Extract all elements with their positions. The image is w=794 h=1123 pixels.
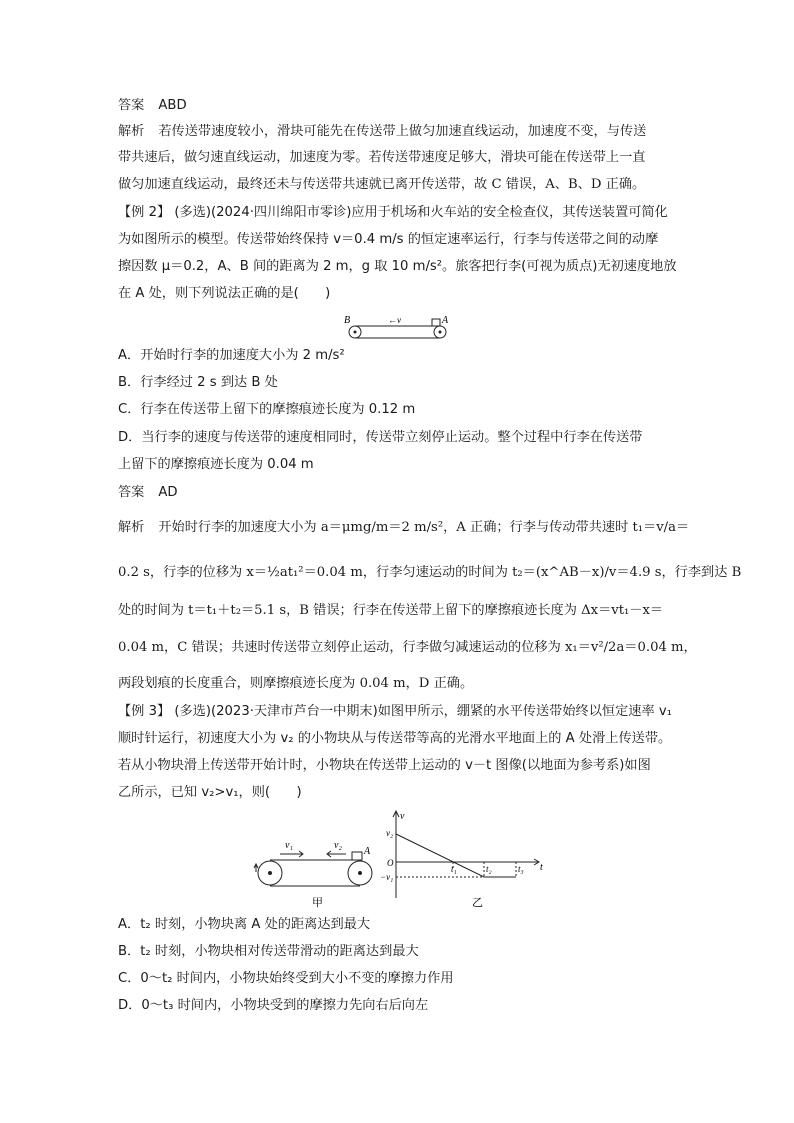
example-2-option-a: A．开始时行李的加速度大小为 2 m/s² <box>118 348 345 363</box>
axis-t-label: t <box>540 862 543 873</box>
analysis-1-text-1: 若传送带速度较小，滑块可能先在传送带上做匀加速直线运动，加速度不变，与传送 <box>158 124 647 139</box>
label-yi: 乙 <box>472 897 483 909</box>
label-jia: 甲 <box>312 897 323 909</box>
vt-graph-yi <box>380 808 548 909</box>
example-3-option-c: C．0～t₂ 时间内，小物块始终受到大小不变的摩擦力作用 <box>118 971 454 986</box>
analysis-1-line-2: 带共速后，做匀速直线运动，加速度为零。若传送带速度足够大，滑块可能在传送带上一直 <box>118 150 646 165</box>
v2-tick-label: v₂ <box>386 828 394 838</box>
example-2-line-3: 擦因数 μ＝0.2，A、B 间的距离为 2 m，g 取 10 m/s²。旅客把行李(可视为质点)无初速度地放 <box>118 259 677 274</box>
answer-1-value: ABD <box>158 98 187 113</box>
analysis-2-line-2: 0.2 s，行李的位移为 x＝½at₁²＝0.04 m，行李匀速运动的时间为 t₂＝(x^AB－x)/v＝4.9 s，行李到达 B <box>118 565 742 580</box>
roller-right-hub <box>439 331 442 334</box>
example-2-option-d-2: 上留下的摩擦痕迹长度为 0.04 m <box>118 457 314 472</box>
conveyor-figure-jia <box>250 832 380 910</box>
analysis-1-line-3: 做匀加速直线运动，最终还未与传送带共速就已离开传送带，故 C 错误，A、B、D 正确。 <box>118 177 646 192</box>
neg-v1-tick-label: −v₁ <box>380 872 394 882</box>
answer-2 <box>118 483 178 503</box>
example-3-option-d: D．0～t₃ 时间内，小物块受到的摩擦力先向右后向左 <box>118 998 429 1013</box>
roller-left-hub <box>354 331 357 334</box>
luggage-box <box>432 319 440 326</box>
roller-right-hub <box>358 871 362 875</box>
label-a: A <box>442 315 449 326</box>
block <box>352 852 362 860</box>
label-v: ←v <box>388 315 401 325</box>
rotation-arrow-icon <box>254 864 258 872</box>
example-3-line-4: 乙所示，已知 v₂>v₁，则( ) <box>118 785 302 800</box>
analysis-1-label: 解析 <box>118 124 145 139</box>
analysis-2-text-1: 开始时行李的加速度大小为 a＝μmg/m＝2 m/s²，A 正确；行李与传动带共速时 t₁＝v/a＝ <box>158 520 690 535</box>
analysis-2-line-4: 0.04 m，C 错误；共速时传送带立刻停止运动，行李做匀减速运动的位移为 x₁＝v²/2a＝0.04 m， <box>118 640 697 655</box>
t2-label: t₂ <box>486 864 492 874</box>
t1-label: t₁ <box>451 864 457 874</box>
analysis-2-line-3: 处的时间为 t＝t₁＋t₂＝5.1 s，B 错误；行李在传送带上留下的摩擦痕迹长度为 Δx＝vt₁－x＝ <box>118 603 664 618</box>
example-2-option-b: B．行李经过 2 s 到达 B 处 <box>118 375 278 390</box>
example-2-line-1: 【例 2】 (多选)(2024·四川绵阳市零诊)应用于机场和火车站的安全检查仪，其传送装置可简化 <box>118 205 668 220</box>
answer-1-label: 答案 <box>118 98 145 113</box>
label-v1: v₁ <box>285 840 293 851</box>
origin-label: O <box>387 858 394 868</box>
label-b: B <box>344 315 351 326</box>
example-2-option-d-1: D．当行李的速度与传送带的速度相同时，传送带立刻停止运动。整个过程中行李在传送带 <box>118 430 643 445</box>
example-3-option-b: B．t₂ 时刻，小物块相对传送带滑动的距离达到最大 <box>118 944 419 959</box>
roller-left-hub <box>268 871 272 875</box>
example-3-option-a: A．t₂ 时刻，小物块离 A 处的距离达到最大 <box>118 917 371 932</box>
label-v2: v₂ <box>334 840 342 851</box>
t3-label: t₃ <box>518 864 524 874</box>
label-a: A <box>364 846 371 857</box>
analysis-2-line-1 <box>118 518 689 538</box>
analysis-1-line-1 <box>118 122 646 142</box>
conveyor-figure-1 <box>340 313 455 343</box>
example-3-line-2: 顺时针运行，初速度大小为 v₂ 的小物块从与传送带等高的光滑水平地面上的 A 处滑上传送带。 <box>118 731 672 746</box>
example-2-option-c: C．行李在传送带上留下的摩擦痕迹长度为 0.12 m <box>118 402 416 417</box>
example-3-line-1: 【例 3】 (多选)(2023·天津市芦台一中期末)如图甲所示，绷紧的水平传送带始终以恒定速率 v₁ <box>118 704 672 719</box>
answer-1 <box>118 96 187 116</box>
axis-v-label: v <box>400 811 405 822</box>
example-3-line-3: 若从小物块滑上传送带开始计时，小物块在传送带上运动的 v－t 图像(以地面为参考系)如图 <box>118 758 651 773</box>
analysis-2-line-5: 两段划痕的长度重合，则摩擦痕迹长度为 0.04 m，D 正确。 <box>118 676 474 691</box>
analysis-2-label: 解析 <box>118 520 145 535</box>
example-2-line-4: 在 A 处，则下列说法正确的是( ) <box>118 286 331 301</box>
answer-2-label: 答案 <box>118 485 145 500</box>
answer-2-value: AD <box>158 485 178 500</box>
example-2-line-2: 为如图所示的模型。传送带始终保持 v＝0.4 m/s 的恒定速率运行，行李与传送带之间的动摩 <box>118 232 659 247</box>
